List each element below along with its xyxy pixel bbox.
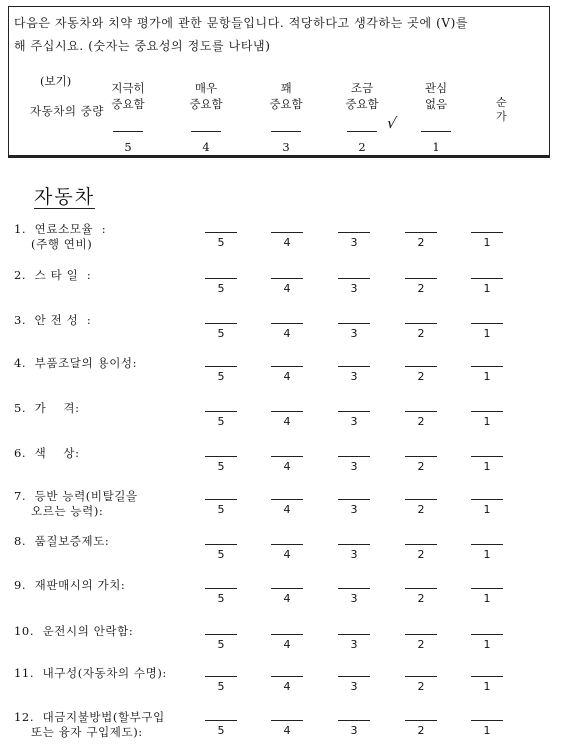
answer-blank-2[interactable]: [405, 366, 437, 367]
example-side-text-1: 순: [496, 96, 507, 109]
answer-blank-3[interactable]: [338, 323, 370, 324]
answer-blank-4[interactable]: [271, 232, 303, 233]
scale-number: 3: [350, 327, 358, 340]
question-label-line-2: (주행 연비): [14, 237, 93, 251]
scale-number: 5: [217, 282, 225, 295]
example-column-header-line-2: 없음: [424, 97, 448, 111]
answer-blank-4[interactable]: [271, 456, 303, 457]
question-label: [14, 534, 204, 549]
scale-number: 4: [283, 503, 291, 516]
question-label: [14, 624, 204, 639]
question-label: [14, 710, 204, 740]
scale-number: 3: [350, 415, 358, 428]
question-label-line-2: 오르는 능력):: [14, 504, 104, 518]
answer-blank-3[interactable]: [338, 411, 370, 412]
answer-blank-3[interactable]: [338, 720, 370, 721]
answer-blank-1[interactable]: [471, 456, 503, 457]
scale-number: 1: [483, 415, 491, 428]
question-label-line-1: 5. 가 격:: [14, 401, 80, 415]
scale-number: 2: [417, 592, 425, 605]
scale-number: 3: [350, 638, 358, 651]
answer-blank-2[interactable]: [405, 676, 437, 677]
example-answer-blank: [113, 131, 143, 132]
question-label-line-1: 3. 안 전 성 :: [14, 313, 92, 327]
scale-number: 3: [350, 592, 358, 605]
example-column-header-line-1: 꽤: [280, 81, 292, 95]
scale-number: 5: [217, 503, 225, 516]
scale-number: 5: [217, 724, 225, 737]
answer-blank-3[interactable]: [338, 456, 370, 457]
example-answer-blank: [421, 131, 451, 132]
scale-number: 2: [417, 370, 425, 383]
answer-blank-4[interactable]: [271, 411, 303, 412]
scale-number: 5: [217, 680, 225, 693]
answer-blank-4[interactable]: [271, 366, 303, 367]
answer-blank-4[interactable]: [271, 278, 303, 279]
question-label: [14, 356, 204, 371]
answer-blank-5[interactable]: [205, 499, 237, 500]
answer-blank-5[interactable]: [205, 278, 237, 279]
scale-number: 3: [350, 503, 358, 516]
answer-blank-1[interactable]: [471, 499, 503, 500]
example-column-header-line-2: 중요함: [345, 97, 379, 111]
example-column-header-line-1: 조금: [350, 81, 374, 95]
answer-blank-5[interactable]: [205, 456, 237, 457]
example-item-label: 자동차의 중량: [30, 104, 104, 118]
scale-number: 5: [217, 415, 225, 428]
answer-blank-1[interactable]: [471, 366, 503, 367]
question-label-line-1: 6. 색 상:: [14, 446, 80, 460]
example-scale-number: 2: [358, 140, 366, 154]
scale-number: 1: [483, 282, 491, 295]
example-answer-blank: [191, 131, 221, 132]
scale-number: 4: [283, 592, 291, 605]
answer-blank-2[interactable]: [405, 411, 437, 412]
scale-number: 5: [217, 327, 225, 340]
question-label-line-1: 11. 내구성(자동차의 수명):: [14, 666, 167, 680]
scale-number: 1: [483, 327, 491, 340]
example-column-header-line-1: 매우: [194, 81, 218, 95]
answer-blank-5[interactable]: [205, 323, 237, 324]
scale-number: 4: [283, 282, 291, 295]
scale-number: 4: [283, 415, 291, 428]
answer-blank-5[interactable]: [205, 411, 237, 412]
scale-number: 2: [417, 548, 425, 561]
question-label-line-1: 12. 대금지불방법(할부구입: [14, 710, 165, 724]
scale-number: 4: [283, 236, 291, 249]
answer-blank-1[interactable]: [471, 278, 503, 279]
scale-number: 1: [483, 548, 491, 561]
scale-number: 2: [417, 415, 425, 428]
scale-number: 3: [350, 236, 358, 249]
answer-blank-1[interactable]: [471, 411, 503, 412]
example-scale-number: 4: [202, 140, 210, 154]
question-label-line-2: 또는 융자 구입제도):: [14, 725, 143, 739]
instructions: [14, 12, 550, 58]
scale-number: 3: [350, 548, 358, 561]
example-side-text-2: 가: [496, 110, 507, 123]
scale-number: 4: [283, 638, 291, 651]
scale-number: 3: [350, 282, 358, 295]
scale-number: 1: [483, 236, 491, 249]
question-label-line-1: 4. 부품조달의 용이성:: [14, 356, 138, 370]
example-column-header: [93, 80, 163, 112]
example-check-mark: √: [385, 114, 399, 132]
answer-blank-5[interactable]: [205, 232, 237, 233]
answer-blank-3[interactable]: [338, 278, 370, 279]
scale-number: 5: [217, 638, 225, 651]
scale-number: 2: [417, 503, 425, 516]
scale-number: 1: [483, 460, 491, 473]
example-scale-number: 1: [432, 140, 440, 154]
answer-blank-1[interactable]: [471, 634, 503, 635]
answer-blank-2[interactable]: [405, 232, 437, 233]
question-label-line-1: 7. 등반 능력(비탈길을: [14, 489, 138, 503]
answer-blank-1[interactable]: [471, 232, 503, 233]
answer-blank-1[interactable]: [471, 588, 503, 589]
question-label: [14, 666, 204, 681]
scale-number: 2: [417, 327, 425, 340]
scale-number: 4: [283, 370, 291, 383]
answer-blank-5[interactable]: [205, 676, 237, 677]
example-side-text: [496, 96, 506, 124]
scale-number: 2: [417, 724, 425, 737]
answer-blank-3[interactable]: [338, 499, 370, 500]
scale-number: 2: [417, 680, 425, 693]
answer-blank-3[interactable]: [338, 232, 370, 233]
scale-number: 1: [483, 503, 491, 516]
scale-number: 1: [483, 370, 491, 383]
answer-blank-3[interactable]: [338, 588, 370, 589]
example-column-header-line-1: 관심: [424, 81, 448, 95]
answer-blank-4[interactable]: [271, 676, 303, 677]
scale-number: 1: [483, 638, 491, 651]
instructions-line-1: 다음은 자동차와 치약 평가에 관한 문항들입니다. 적당하다고 생각하는 곳에 (V)를: [14, 16, 469, 30]
scale-number: 3: [350, 460, 358, 473]
question-label: [14, 313, 204, 328]
scale-number: 3: [350, 680, 358, 693]
answer-blank-5[interactable]: [205, 720, 237, 721]
answer-blank-3[interactable]: [338, 544, 370, 545]
answer-blank-2[interactable]: [405, 720, 437, 721]
example-column-header: [327, 80, 397, 112]
answer-blank-1[interactable]: [471, 544, 503, 545]
scale-number: 2: [417, 460, 425, 473]
example-answer-blank: [347, 131, 377, 132]
question-label-line-1: 8. 품질보증제도:: [14, 534, 110, 548]
scale-number: 2: [417, 236, 425, 249]
question-label-line-1: 9. 재판매시의 가치:: [14, 578, 126, 592]
scale-number: 5: [217, 592, 225, 605]
scale-number: 4: [283, 548, 291, 561]
example-column-header: [171, 80, 241, 112]
answer-blank-4[interactable]: [271, 588, 303, 589]
scale-number: 1: [483, 592, 491, 605]
question-label-line-1: 1. 연료소모율 :: [14, 222, 107, 236]
answer-blank-3[interactable]: [338, 634, 370, 635]
question-label: [14, 401, 204, 416]
answer-blank-2[interactable]: [405, 456, 437, 457]
answer-blank-2[interactable]: [405, 278, 437, 279]
example-label: (보기): [40, 74, 72, 88]
question-label: [14, 578, 204, 593]
example-column-header-line-1: 지극히: [111, 81, 145, 95]
example-column-header: [401, 80, 471, 112]
answer-blank-4[interactable]: [271, 499, 303, 500]
answer-blank-3[interactable]: [338, 676, 370, 677]
scale-number: 3: [350, 370, 358, 383]
scale-number: 2: [417, 638, 425, 651]
example-column-header-line-2: 중요함: [111, 97, 145, 111]
answer-blank-3[interactable]: [338, 366, 370, 367]
answer-blank-1[interactable]: [471, 720, 503, 721]
answer-blank-5[interactable]: [205, 588, 237, 589]
answer-blank-2[interactable]: [405, 499, 437, 500]
scale-number: 4: [283, 460, 291, 473]
question-label: [14, 446, 204, 461]
answer-blank-4[interactable]: [271, 720, 303, 721]
answer-blank-4[interactable]: [271, 544, 303, 545]
scale-number: 5: [217, 370, 225, 383]
scale-number: 5: [217, 460, 225, 473]
example-scale-number: 3: [282, 140, 290, 154]
question-label: [14, 222, 204, 252]
instructions-line-2: 해 주십시요. (숫자는 중요성의 정도를 나타냄): [14, 39, 271, 53]
section-title: 자동차: [34, 186, 96, 208]
answer-blank-2[interactable]: [405, 634, 437, 635]
scale-number: 2: [417, 282, 425, 295]
example-scale-number: 5: [124, 140, 132, 154]
answer-blank-5[interactable]: [205, 634, 237, 635]
example-answer-blank: [271, 131, 301, 132]
scale-number: 1: [483, 724, 491, 737]
answer-blank-4[interactable]: [271, 634, 303, 635]
answer-blank-2[interactable]: [405, 323, 437, 324]
question-label: [14, 268, 204, 283]
answer-blank-5[interactable]: [205, 544, 237, 545]
answer-blank-2[interactable]: [405, 588, 437, 589]
answer-blank-1[interactable]: [471, 676, 503, 677]
answer-blank-1[interactable]: [471, 323, 503, 324]
question-label-line-1: 10. 운전시의 안락함:: [14, 624, 134, 638]
example-column-header-line-2: 중요함: [189, 97, 223, 111]
scale-number: 3: [350, 724, 358, 737]
scale-number: 5: [217, 236, 225, 249]
scale-number: 4: [283, 724, 291, 737]
example-column-header-line-2: 중요함: [269, 97, 303, 111]
scale-number: 4: [283, 680, 291, 693]
scale-number: 5: [217, 548, 225, 561]
answer-blank-5[interactable]: [205, 366, 237, 367]
scale-number: 1: [483, 680, 491, 693]
question-label: [14, 489, 204, 519]
question-label-line-1: 2. 스 타 일 :: [14, 268, 92, 282]
answer-blank-2[interactable]: [405, 544, 437, 545]
example-column-header: [251, 80, 321, 112]
answer-blank-4[interactable]: [271, 323, 303, 324]
scale-number: 4: [283, 327, 291, 340]
